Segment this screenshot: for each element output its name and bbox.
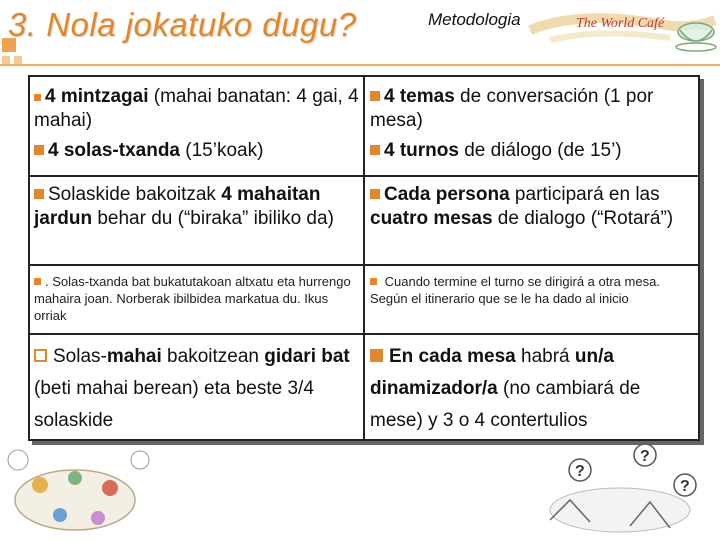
column-divider (363, 77, 365, 439)
checkbox-bullet-icon (34, 349, 47, 362)
logo-text: The World Café (576, 16, 665, 31)
bullet-icon (370, 91, 380, 101)
row3-left-cell: . Solas-txanda bat bukatutakoan altxatu eta hurrengo mahaira joan. Norberak ibilbidea markatua du. Ikus orriak (34, 274, 351, 323)
page-subtitle: Metodologia (428, 10, 521, 29)
page-title: 3. Nola jokatuko dugu? (8, 6, 357, 43)
svg-text:?: ? (680, 478, 690, 495)
decorative-square (14, 56, 22, 64)
list-item: 4 temas de conversación (1 por mesa) (370, 86, 654, 131)
bullet-icon (370, 189, 380, 199)
row4-right-cell: En cada mesa habrá un/a dinamizador/a (no cambiará de mese) y 3 o 4 contertulios (370, 346, 641, 431)
world-cafe-logo (490, 0, 720, 62)
row4-left-cell: Solas-mahai bakoitzean gidari bat (beti mahai berean) eta beste 3/4 solaskide (34, 346, 350, 431)
row2-right-cell: Cada persona participará en las cuatro mesas de dialogo (“Rotará”) (370, 184, 674, 229)
question-people-illustration (470, 430, 720, 540)
list-item: 4 turnos de diálogo (de 15’) (370, 139, 698, 163)
row-divider (30, 333, 698, 335)
bullet-icon (370, 145, 380, 155)
list-item: 4 solas-txanda (15’koak) (34, 139, 360, 163)
bullet-icon (34, 94, 41, 101)
header-divider (0, 64, 720, 66)
row1-left-cell (34, 85, 360, 163)
list-item: 4 mintzagai (mahai banatan: 4 gai, 4 mahai) (34, 86, 359, 131)
cafe-table-illustration (0, 430, 170, 540)
decorative-square (2, 56, 10, 64)
checkbox-bullet-icon (370, 349, 383, 362)
svg-text:?: ? (640, 448, 650, 465)
row2-left-cell: Solaskide bakoitzak 4 mahaitan jardun behar du (“biraka” ibiliko da) (34, 184, 334, 229)
row-divider (30, 175, 698, 177)
bullet-icon (34, 145, 44, 155)
bullet-icon (370, 278, 377, 285)
svg-text:?: ? (575, 463, 585, 480)
bullet-icon (34, 189, 44, 199)
row-divider (30, 264, 698, 266)
comparison-table (28, 75, 700, 441)
bullet-icon (34, 278, 41, 285)
row1-right-cell (370, 85, 698, 163)
row3-right-cell: Cuando termine el turno se dirigirá a otra mesa. Según el itinerario que se le ha dado al inicio (370, 274, 660, 306)
